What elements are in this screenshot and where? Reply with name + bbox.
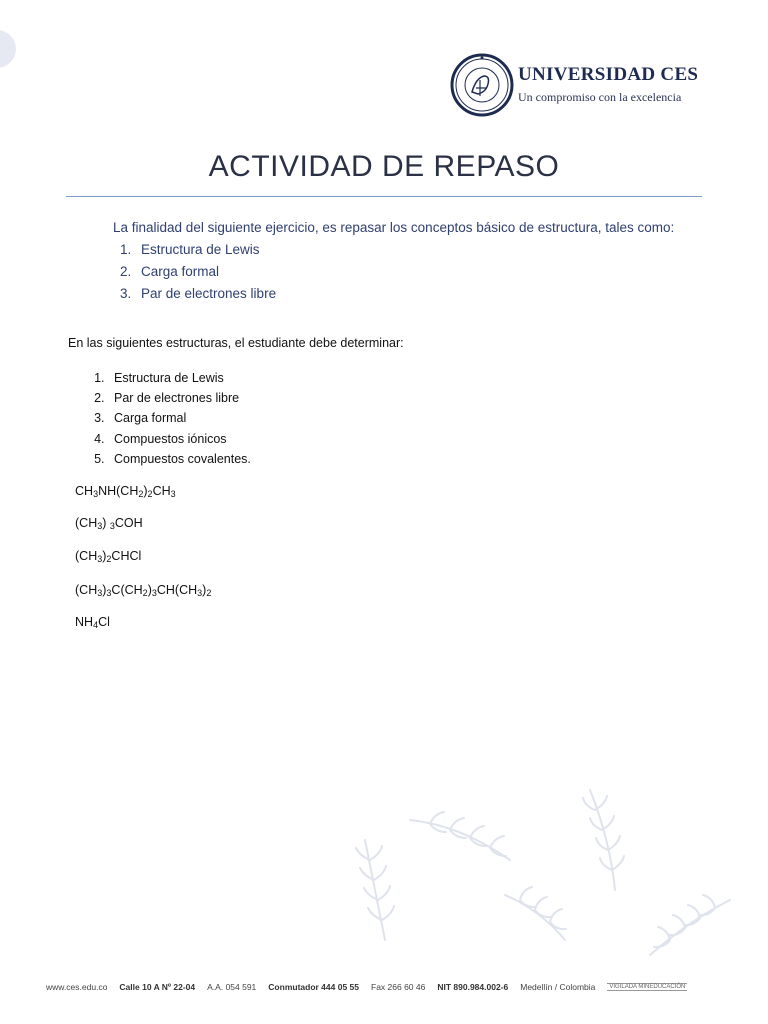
task-item: 4. Compuestos iónicos [108,429,251,449]
intro-section [113,217,674,305]
footer-address: Calle 10 A Nº 22-04 [119,982,196,992]
footer-city: Medellín / Colombia [520,982,596,992]
instruction-text: En las siguientes estructuras, el estudiante debe determinar: [68,336,404,350]
formula-5: $NH_4Cl$ [75,615,110,630]
page-footer [46,982,687,992]
formula-4: $(CH_3)_3C(CH_2)_3CH(CH_3)_2$ [75,583,212,598]
task-list [90,368,251,469]
intro-item: 2. Carga formal [135,261,674,283]
task-item: 1. Estructura de Lewis [108,368,251,388]
intro-list [113,239,674,305]
university-logo [450,52,699,120]
university-seal-icon [450,52,514,118]
university-tagline: Un compromiso con la excelencia [518,90,682,104]
title-divider [66,196,702,197]
footer-badge: VIGILADA MINEDUCACIÓN [609,984,686,990]
task-item: 2. Par de electrones libre [108,388,251,408]
footer-aa: A.A. 054 591 [207,982,257,992]
footer-nit: NIT 890.984.002-6 [437,982,509,992]
intro-item: 3. Par de electrones libre [135,283,674,305]
task-item: 5. Compuestos covalentes. [108,449,251,469]
leaf-watermark-icon [340,770,740,970]
intro-item: 1. Estructura de Lewis [135,239,674,261]
formula-3: $(CH_3)_2CHCl$ [75,549,142,564]
formula-1: $CH_3NH(CH_2)_2CH_3$ [75,484,176,499]
formula-2: $(CH_3)$ $_3$COH [75,516,143,531]
intro-text: La finalidad del siguiente ejercicio, es repasar los conceptos básico de estructura, tales como: [113,220,675,235]
footer-website: www.ces.edu.co [46,982,108,992]
task-item: 3. Carga formal [108,408,251,428]
corner-decoration [0,30,16,68]
page-title: ACTIVIDAD DE REPASO [208,150,560,183]
university-name: UNIVERSIDAD CES [518,64,699,85]
footer-fax: Fax 266 60 46 [371,982,426,992]
footer-phone: Conmutador 444 05 55 [268,982,359,992]
